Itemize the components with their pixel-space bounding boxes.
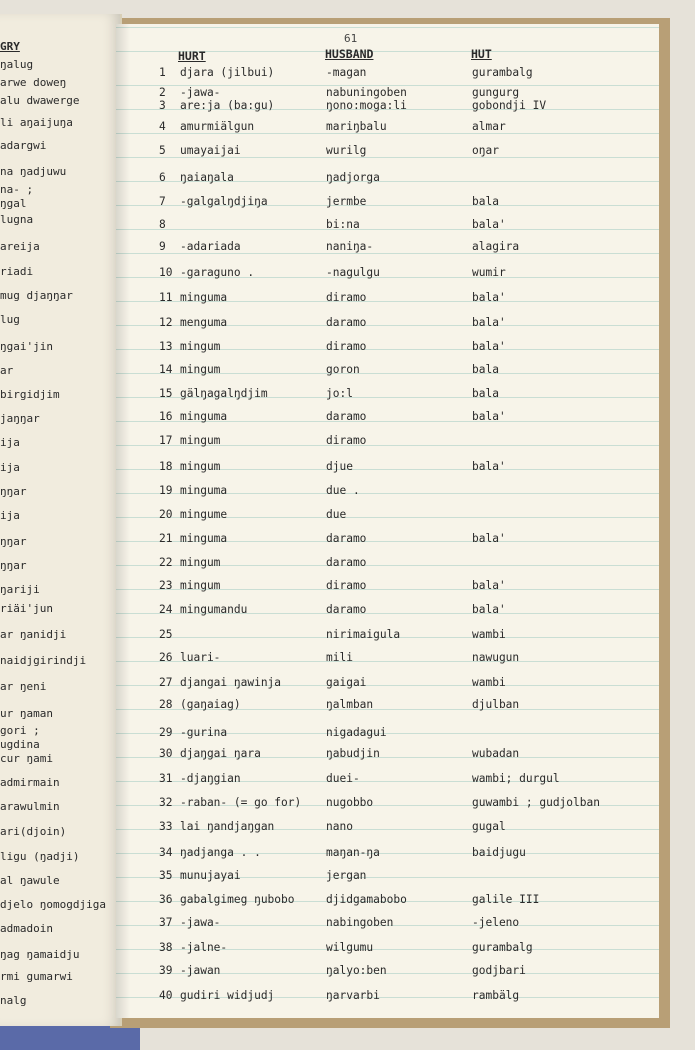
hurt-word: mingum [180, 434, 221, 447]
left-page-line: ari(djoin) [0, 825, 67, 838]
left-page-line: ŋgai'jin [0, 340, 53, 353]
husband-word: wurilg [326, 144, 367, 157]
column-header-hut: HUT [471, 47, 492, 61]
hurt-word: mingumandu [180, 603, 248, 616]
left-page-line: jaŋŋar [0, 412, 40, 425]
husband-word: nabuningoben [326, 86, 407, 99]
row-number: 16 [159, 410, 173, 423]
left-page-line: ar ŋeni [0, 680, 47, 693]
hut-word: bala' [472, 316, 506, 329]
hurt-word: minguma [180, 410, 228, 423]
husband-word: -nagulgu [326, 266, 380, 279]
hurt-word: luari- [180, 651, 221, 664]
hurt-word: gälŋagalŋdjim [180, 387, 268, 400]
left-page-line: areija [0, 240, 40, 253]
hurt-word: -gurina [180, 726, 228, 739]
left-page-line: arwe doweŋ [0, 76, 67, 89]
hut-word: djulban [472, 698, 520, 711]
hut-word: wubadan [472, 747, 520, 760]
left-page-line: lugna [0, 213, 34, 226]
hurt-word: -djaŋgian [180, 772, 241, 785]
hut-word: bala [472, 387, 499, 400]
husband-word: nigadagui [326, 726, 387, 739]
row-number: 33 [159, 820, 173, 833]
husband-word: gaigai [326, 676, 367, 689]
hut-word: bala' [472, 410, 506, 423]
hut-word: oŋar [472, 144, 499, 157]
hut-word: bala' [472, 532, 506, 545]
row-number: 1 [159, 66, 166, 79]
left-page-line: admirmain [0, 776, 60, 789]
row-number: 30 [159, 747, 173, 760]
hurt-word: ŋaiaŋala [180, 171, 234, 184]
left-page-line: mug djaŋŋar [0, 289, 73, 302]
hurt-word: mingum [180, 460, 221, 473]
left-page-line: na ŋadjuwu [0, 165, 67, 178]
hurt-word: (gaŋaiag) [180, 698, 241, 711]
hurt-word: are:ja (ba:gu) [180, 99, 275, 112]
hut-word: godjbari [472, 964, 526, 977]
left-page-line: ar [0, 364, 14, 377]
hurt-word: mingume [180, 508, 228, 521]
left-page-line: ŋgal [0, 197, 27, 210]
husband-word: daramo [326, 603, 367, 616]
husband-word: jermbe [326, 195, 367, 208]
hut-word: bala' [472, 603, 506, 616]
hurt-word: amurmiälgun [180, 120, 255, 133]
left-page-line: admadoin [0, 922, 53, 935]
hurt-word: lai ŋandjaŋgan [180, 820, 275, 833]
husband-word: goron [326, 363, 360, 376]
row-number: 13 [159, 340, 173, 353]
row-number: 8 [159, 218, 166, 231]
left-page-line: ŋŋar [0, 485, 27, 498]
husband-word: djidgamabobo [326, 893, 407, 906]
row-number: 31 [159, 772, 173, 785]
husband-word: ŋadjorga [326, 171, 380, 184]
left-page-line: ija [0, 509, 20, 522]
hurt-word: gabalgimeg ŋubobo [180, 893, 295, 906]
husband-word: daramo [326, 532, 367, 545]
husband-word: diramo [326, 291, 367, 304]
row-number: 18 [159, 460, 173, 473]
hurt-word: djara (jilbui) [180, 66, 275, 79]
hut-word: bala' [472, 340, 506, 353]
row-number: 12 [159, 316, 173, 329]
husband-word: due [326, 508, 347, 521]
left-page-line: nalg [0, 994, 27, 1007]
hurt-word: mingum [180, 556, 221, 569]
husband-word: -magan [326, 66, 367, 79]
left-page-line: ur ŋaman [0, 707, 53, 720]
hut-word: wambi; durgul [472, 772, 560, 785]
husband-word: ŋalmban [326, 698, 374, 711]
husband-word: ŋalyo:ben [326, 964, 387, 977]
hurt-word: minguma [180, 484, 228, 497]
husband-word: wilgumu [326, 941, 374, 954]
left-page-line: ŋŋar [0, 559, 27, 572]
husband-word: ŋono:moga:li [326, 99, 407, 112]
row-number: 21 [159, 532, 173, 545]
row-number: 38 [159, 941, 173, 954]
hut-word: alagira [472, 240, 520, 253]
row-number: 22 [159, 556, 173, 569]
left-page-line: ija [0, 436, 20, 449]
hut-word: gurambalg [472, 941, 533, 954]
left-page-line: lug [0, 313, 20, 326]
left-page-line: li aŋaijuŋa [0, 116, 73, 129]
hut-word: gurambalg [472, 66, 533, 79]
hurt-word: -galgalŋdjiŋa [180, 195, 268, 208]
hut-word: gungurg [472, 86, 520, 99]
hut-word: rambälg [472, 989, 520, 1002]
hurt-word: menguma [180, 316, 228, 329]
husband-word: djue [326, 460, 353, 473]
hurt-word: -garaguno . [180, 266, 255, 279]
left-page-line: na- ; [0, 183, 34, 196]
hut-word: wambi [472, 676, 506, 689]
column-header-husband: HUSBAND [325, 47, 374, 61]
hut-word: bala [472, 195, 499, 208]
hurt-word: -raban- (= go for) [180, 796, 302, 809]
hurt-word: mingum [180, 340, 221, 353]
husband-word: daramo [326, 316, 367, 329]
row-number: 40 [159, 989, 173, 1002]
hurt-word: minguma [180, 532, 228, 545]
hut-word: wumir [472, 266, 506, 279]
hurt-word: ŋadjanga . . [180, 846, 261, 859]
hut-word: wambi [472, 628, 506, 641]
row-number: 39 [159, 964, 173, 977]
left-page-line: ligu (ŋadji) [0, 850, 80, 863]
hurt-word: -jawa- [180, 916, 221, 929]
husband-word: nano [326, 820, 353, 833]
husband-word: ŋabudjin [326, 747, 380, 760]
left-page-line: ija [0, 461, 20, 474]
husband-word: mariŋbalu [326, 120, 387, 133]
column-header-hurt: HURT [178, 49, 206, 63]
row-number: 26 [159, 651, 173, 664]
left-facing-page [0, 14, 122, 1026]
left-page-line: ugdina [0, 738, 40, 751]
row-number: 7 [159, 195, 166, 208]
row-number: 14 [159, 363, 173, 376]
hurt-word: mingum [180, 363, 221, 376]
hut-word: almar [472, 120, 506, 133]
hurt-word: -jalne- [180, 941, 228, 954]
hut-word: bala' [472, 460, 506, 473]
husband-word: diramo [326, 434, 367, 447]
husband-word: nabingoben [326, 916, 394, 929]
hut-word: bala' [472, 218, 506, 231]
row-number: 24 [159, 603, 173, 616]
hut-word: -jeleno [472, 916, 520, 929]
row-number: 34 [159, 846, 173, 859]
row-number: 23 [159, 579, 173, 592]
left-page-line: djelo ŋomogdjiga [0, 898, 106, 911]
husband-word: nugobbo [326, 796, 374, 809]
left-page-line: naidjgirindji [0, 654, 87, 667]
left-page-line: ŋag ŋamaidju [0, 948, 80, 961]
husband-word: duei- [326, 772, 360, 785]
husband-word: jergan [326, 869, 367, 882]
row-number: 32 [159, 796, 173, 809]
hut-word: nawugun [472, 651, 520, 664]
husband-word: nirimaigula [326, 628, 401, 641]
row-number: 29 [159, 726, 173, 739]
husband-word: naniŋa- [326, 240, 374, 253]
row-number: 35 [159, 869, 173, 882]
husband-word: diramo [326, 579, 367, 592]
left-page-line: ar ŋanidji [0, 628, 67, 641]
husband-word: ŋarvarbi [326, 989, 380, 1002]
row-number: 10 [159, 266, 173, 279]
hurt-word: djaŋgai ŋara [180, 747, 261, 760]
row-number: 4 [159, 120, 166, 133]
left-page-line: arawulmin [0, 800, 60, 813]
husband-word: mili [326, 651, 353, 664]
row-number: 5 [159, 144, 166, 157]
hurt-word: munujayai [180, 869, 241, 882]
husband-word: due . [326, 484, 360, 497]
row-number: 25 [159, 628, 173, 641]
husband-word: bi:na [326, 218, 360, 231]
hurt-word: minguma [180, 291, 228, 304]
left-page-line: riadi [0, 265, 34, 278]
husband-word: jo:l [326, 387, 353, 400]
row-number: 36 [159, 893, 173, 906]
row-number: 20 [159, 508, 173, 521]
row-number: 15 [159, 387, 173, 400]
row-number: 17 [159, 434, 173, 447]
hurt-word: -jawan [180, 964, 221, 977]
hurt-word: mingum [180, 579, 221, 592]
hurt-word: -adariada [180, 240, 241, 253]
hut-word: bala' [472, 291, 506, 304]
left-page-line: GRY [0, 40, 20, 53]
hut-word: baidjugu [472, 846, 526, 859]
hurt-word: umayaijai [180, 144, 241, 157]
husband-word: maŋan-ŋa [326, 846, 380, 859]
row-number: 28 [159, 698, 173, 711]
hut-word: guwambi ; gudjolban [472, 796, 600, 809]
hurt-word: gudiri widjudj [180, 989, 275, 1002]
row-number: 27 [159, 676, 173, 689]
row-number: 11 [159, 291, 173, 304]
left-page-line: adargwi [0, 139, 47, 152]
row-number: 6 [159, 171, 166, 184]
husband-word: daramo [326, 410, 367, 423]
left-page-line: gori ; [0, 724, 40, 737]
left-page-line: rmi gumarwi [0, 970, 73, 983]
left-page-line: birgidjim [0, 388, 60, 401]
hut-word: bala' [472, 579, 506, 592]
gutter-shadow [116, 24, 130, 1018]
hut-word: gugal [472, 820, 506, 833]
row-number: 37 [159, 916, 173, 929]
hut-word: gobondji IV [472, 99, 547, 112]
hurt-word: -jawa- [180, 86, 221, 99]
husband-word: diramo [326, 340, 367, 353]
row-number: 3 [159, 99, 166, 112]
row-number: 19 [159, 484, 173, 497]
left-page-line: alu dwawerge [0, 94, 80, 107]
left-page-line: ŋŋar [0, 535, 27, 548]
row-number: 9 [159, 240, 166, 253]
left-page-line: cur ŋami [0, 752, 53, 765]
hut-word: bala [472, 363, 499, 376]
left-page-line: ŋariji [0, 583, 40, 596]
page-number: 61 [344, 32, 358, 45]
row-number: 2 [159, 86, 166, 99]
husband-word: daramo [326, 556, 367, 569]
left-page-line: riäi'jun [0, 602, 53, 615]
hurt-word: djangai ŋawinja [180, 676, 282, 689]
left-page-line: ŋalug [0, 58, 34, 71]
left-page-line: al ŋawule [0, 874, 60, 887]
hut-word: galile III [472, 893, 540, 906]
